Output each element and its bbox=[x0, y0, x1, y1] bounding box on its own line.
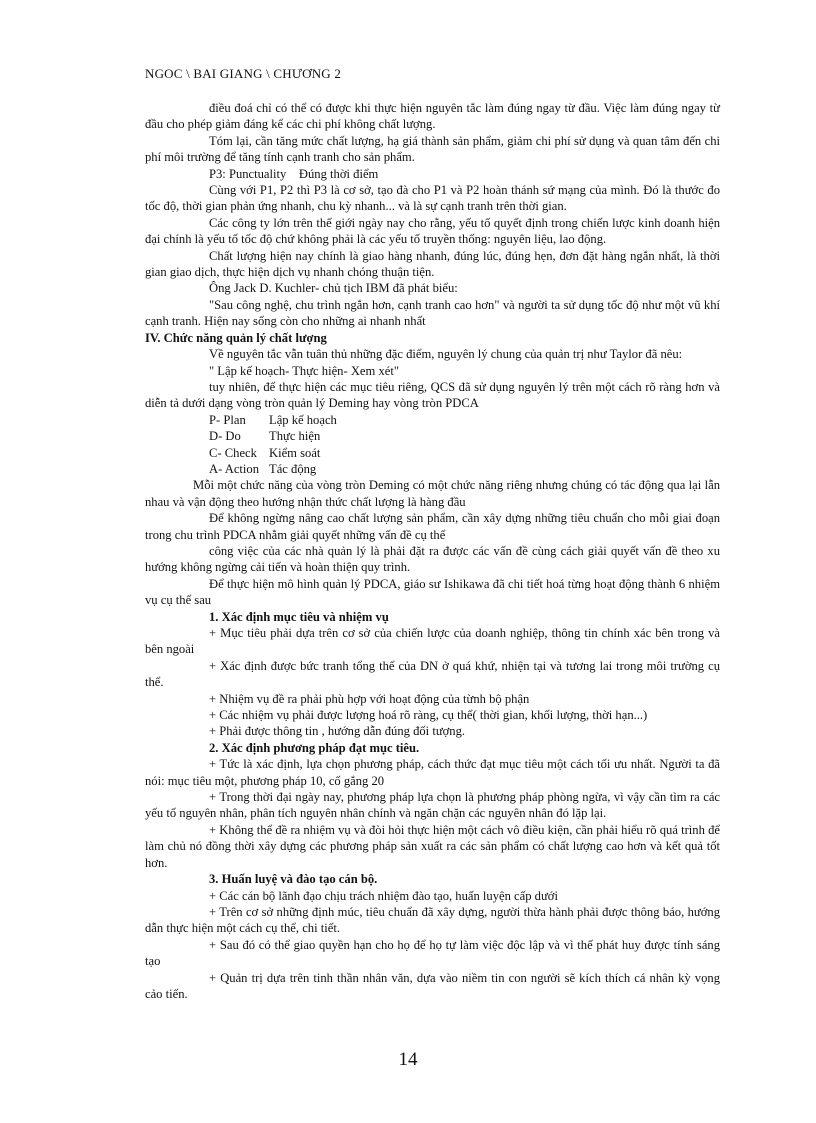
pdca-value: Kiểm soát bbox=[269, 445, 321, 460]
paragraph: + Trong thời đại ngày nay, phương pháp lựa chọn là phương pháp phòng ngừa, vì vậy cần tìm ra các yếu tố nguyên nhân, phân tích nguyên nhân chính và ngăn chặn các nguyên nhân đó lặp lại. bbox=[145, 790, 720, 821]
pdca-key: C- Check bbox=[209, 445, 257, 460]
paragraph: Về nguyên tắc vẫn tuân thủ những đặc điểm, nguyên lý chung của quản trị như Taylor đã nêu: bbox=[209, 347, 683, 362]
paragraph: + Quản trị dựa trên tinh thần nhân văn, dựa vào niềm tin con người sẽ kích thích cá nhân kỳ vọng cảo tiến. bbox=[145, 970, 720, 1001]
paragraph: tuy nhiên, để thực hiện các mục tiêu riêng, QCS đã sử dụng nguyên lý trên một cách rõ ràng hơn và diễn tả dưới dạng vòng tròn quản lý Deming hay vòng tròn PDCA bbox=[145, 379, 720, 411]
paragraph: + Không thể đề ra nhiệm vụ và đòi hỏi thực hiện một cách vô điều kiện, cần phải hiểu rõ quá trình để làm chủ nó đồng thời xây dựng các phương pháp sản xuất ra các sản phẩm có chất lượng cao hơn và kết quả tốt hơn. bbox=[145, 822, 720, 870]
subsection-heading: 1. Xác định mục tiêu và nhiệm vụ bbox=[209, 609, 389, 624]
running-header: NGOC \ BAI GIANG \ CHƯƠNG 2 bbox=[145, 66, 342, 81]
subsection-heading: 2. Xác định phương pháp đạt mục tiêu. bbox=[209, 740, 420, 755]
pdca-item bbox=[145, 461, 720, 477]
pdca-value: Lập kế hoạch bbox=[269, 412, 337, 427]
paragraph: Chất lượng hiện nay chính là giao hàng nhanh, đúng lúc, đúng hẹn, đơn đặt hàng ngắn nhất, là thời gian giao dịch, thực hiện dịch vụ nhanh chóng thuận tiện. bbox=[145, 248, 720, 280]
pdca-key: P- Plan bbox=[209, 412, 246, 427]
pdca-key: A- Action bbox=[209, 461, 260, 476]
paragraph: + Sau đó có thể giao quyền hạn cho họ để họ tự làm việc độc lập và vì thế phát huy được tính sáng tạo bbox=[145, 937, 720, 969]
pdca-value: Thực hiện bbox=[269, 429, 321, 444]
pdca-item bbox=[145, 445, 720, 461]
paragraph: + Phải được thông tin , hướng dẫn đúng đối tượng. bbox=[209, 724, 466, 739]
pdca-value: Tác động bbox=[269, 461, 317, 476]
paragraph: Cùng với P1, P2 thì P3 là cơ sở, tạo đà cho P1 và P2 hoàn thánh sứ mạng của mình. Đó là thước đo tốc độ, thời gian phản ứng nhanh, chu kỳ nhanh... và là sự cạnh tranh trên thời gian. bbox=[145, 183, 720, 214]
paragraph: Để không ngừng nâng cao chất lượng sản phẩm, cần xây dựng những tiêu chuẩn cho mỗi giai đoạn trong chu trình PDCA nhằm giải quyết những vấn đề cụ thể bbox=[145, 511, 720, 542]
paragraph: + Các cán bộ lãnh đạo chịu trách nhiệm đào tạo, huấn luyện cấp dưới bbox=[209, 888, 558, 903]
paragraph: + Mục tiêu phải dựa trên cơ sở của chiến lược của doanh nghiệp, thông tin chính xác bên trong và bên ngoài bbox=[145, 626, 720, 657]
section-heading: IV. Chức năng quản lý chất lượng bbox=[145, 330, 327, 345]
paragraph: + Trên cơ sở những định múc, tiêu chuẩn đã xây dựng, người thừa hành phải được thông báo, hướng dẫn thực hiện một cách cụ thể, chi tiết. bbox=[145, 904, 720, 936]
paragraph: Các công ty lớn trên thế giới ngày nay cho rằng, yếu tố quyết định trong chiến lược kinh doanh hiện đại chính là yếu tố tốc độ chứ không phải là các yếu tố truyền thống: nguyên liệu, lao động. bbox=[145, 215, 720, 247]
paragraph: + Xác định được bức tranh tổng thể của DN ở quá khứ, nhiện tại và tương lai trong môi trường cụ thể. bbox=[145, 658, 720, 690]
paragraph: Tóm lại, cần tăng mức chất lượng, hạ giá thành sản phẩm, giảm chi phí sử dụng và quan tâm đến chi phí môi trường để tăng tính cạnh tranh cho sản phẩm. bbox=[145, 133, 720, 165]
paragraph: điều đoá chỉ có thể có được khi thực hiện nguyên tắc làm đúng ngay từ đầu. Việc làm đúng ngay từ đầu cho phép giảm đáng kể các chi phí không chất lượng. bbox=[145, 101, 720, 132]
paragraph: Ông Jack D. Kuchler- chủ tịch IBM đã phát biểu: bbox=[209, 281, 458, 296]
paragraph: Mỗi một chức năng của vòng tròn Deming có một chức năng riêng nhưng chúng có tác động qua lại lẫn nhau và vận động theo hướng nhận thức chất lượng là hàng đầu bbox=[145, 478, 720, 509]
paragraph: Để thực hiện mô hình quản lý PDCA, giáo sư Ishikawa đã chi tiết hoá từng hoạt động thành 6 nhiệm vụ cụ thể sau bbox=[145, 576, 720, 608]
paragraph: công việc của các nhà quản lý là phải đặt ra được các vấn đề cùng cách giải quyết vấn đề theo xu hướng không ngừng cải tiến và hoàn thiện quy trình. bbox=[145, 543, 720, 575]
pdca-list bbox=[145, 412, 720, 478]
paragraph: P3: Punctuality Đúng thời điểm bbox=[209, 166, 379, 181]
paragraph: + Nhiệm vụ đề ra phải phù hợp với hoạt động của từnh bộ phận bbox=[209, 691, 530, 706]
pdca-item bbox=[145, 412, 720, 428]
paragraph: "Sau công nghệ, chu trình ngắn hơn, cạnh tranh cao hơn" và người ta sử dụng tốc độ như một vũ khí cạnh tranh. Hiện nay sống còn cho những ai nhanh nhất bbox=[145, 297, 720, 329]
body-text bbox=[145, 100, 720, 1002]
subsection-heading: 3. Huấn luyệ và đào tạo cán bộ. bbox=[209, 872, 378, 887]
paragraph: + Tức là xác định, lựa chọn phương pháp, cách thức đạt mục tiêu một cách tối ưu nhất. Người ta đã nói: mục tiêu một, phương pháp 10, cố gắng 20 bbox=[145, 757, 720, 788]
paragraph: + Các nhiệm vụ phải được lượng hoá rõ ràng, cụ thể( thời gian, khối lượng, thời hạn...) bbox=[209, 708, 648, 723]
paragraph: " Lập kế hoạch- Thực hiện- Xem xét" bbox=[209, 363, 399, 378]
page-number: 14 bbox=[398, 1049, 418, 1070]
pdca-key: D- Do bbox=[209, 429, 241, 444]
pdca-item bbox=[145, 428, 720, 444]
